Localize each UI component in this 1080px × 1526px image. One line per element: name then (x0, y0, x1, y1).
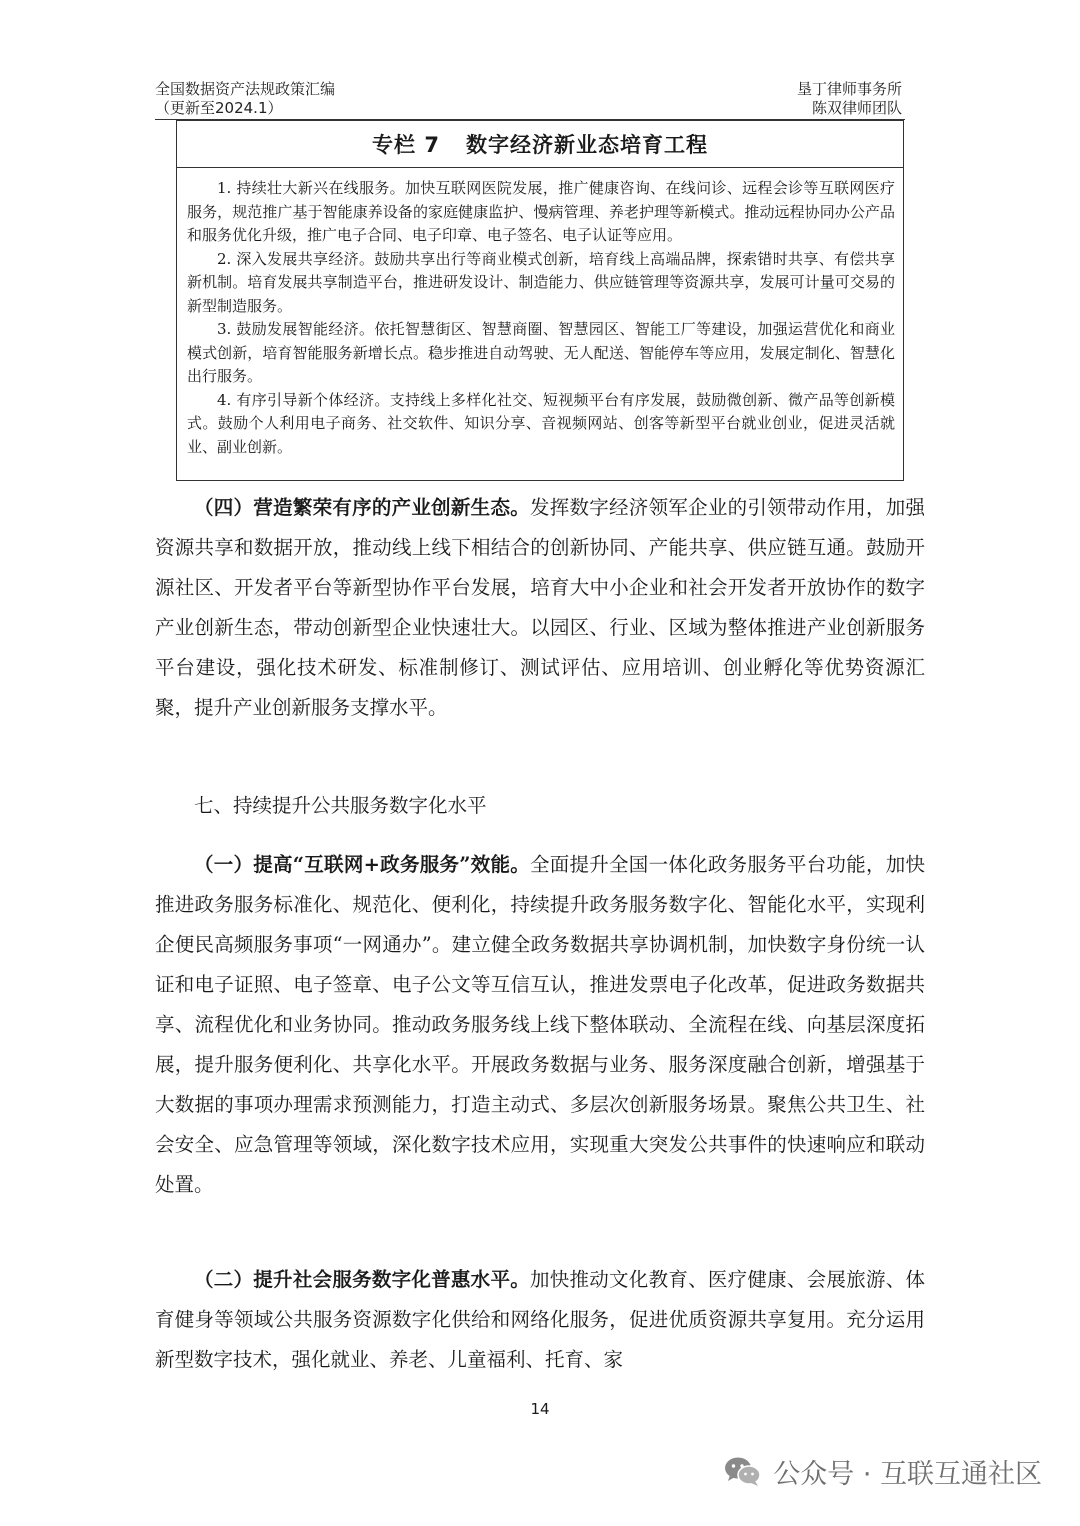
section-title: 七、持续提升公共服务数字化水平 (194, 794, 487, 817)
header-left (155, 80, 335, 118)
column-item: 2. 深入发展共享经济。鼓励共享出行等商业模式创新，培育线上高端品牌，探索错时共享、有偿共享新机制。培育发展共享制造平台，推进研发设计、制造能力、供应链管理等资源共享，发展可计量可交易的新型制造服务。 (187, 249, 895, 315)
paragraph-heading: （四）营造繁荣有序的产业创新生态。 (194, 496, 530, 519)
section-heading (155, 786, 925, 826)
header-firm-name: 垦丁律师事务所 (796, 80, 902, 98)
paragraph-heading: （二）提升社会服务数字化普惠水平。 (194, 1268, 530, 1291)
column-box-number: 专栏 7 (372, 133, 440, 157)
paragraph-text: 加快推动文化教育、医疗健康、会展旅游、体育健身等领域公共服务资源数字化供给和网络化服务，促进优质资源共享复用。充分运用新型数字技术，强化就业、养老、儿童福利、托育、家 (155, 1268, 925, 1371)
column-box-heading: 数字经济新业态培育工程 (465, 133, 708, 157)
column-item: 4. 有序引导新个体经济。支持线上多样化社交、短视频平台有序发展，鼓励微创新、微产品等创新模式。鼓励个人利用电子商务、社交软件、知识分享、音视频网站、创客等新型平台就业创业，促进灵活就业、副业创新。 (187, 390, 895, 456)
header-team-name: 陈双律师团队 (811, 99, 902, 117)
column-box-title (177, 121, 903, 168)
watermark (723, 1452, 1042, 1491)
paragraph-industry-ecosystem (155, 488, 925, 728)
header-doc-title: 全国数据资产法规政策汇编 (155, 80, 336, 98)
paragraph-gov-services (155, 845, 925, 1205)
column-item: 3. 鼓励发展智能经济。依托智慧街区、智慧商圈、智慧园区、智能工厂等建设，加强运营优化和商业模式创新，培育智能服务新增长点。稳步推进自动驾驶、无人配送、智能停车等应用，发展定制化、智慧化出行服务。 (187, 320, 895, 385)
paragraph-text: 发挥数字经济领军企业的引领带动作用，加强资源共享和数据开放，推动线上线下相结合的创新协同、产能共享、供应链互通。鼓励开源社区、开发者平台等新型协作平台发展，培育大中小企业和社会开发者开放协作的数字产业创新生态，带动创新型企业快速壮大。以园区、行业、区域为整体推进产业创新服务平台建设，强化技术研发、标准制修订、测试评估、应用培训、创业孵化等优势资源汇聚，提升产业创新服务支撑水平。 (155, 496, 925, 719)
paragraph-text: 全面提升全国一体化政务服务平台功能，加快推进政务服务标准化、规范化、便利化，持续提升政务服务数字化、智能化水平，实现利企便民高频服务事项“一网通办”。建立健全政务数据共享协调机制，加快数字身份统一认证和电子证照、电子签章、电子公文等互信互认，推进发票电子化改革，促进政务数据共享、流程优化和业务协同。推动政务服务线上线下整体联动、全流程在线、向基层深度拓展，提升服务便利化、共享化水平。开展政务数据与业务、服务深度融合创新，增强基于大数据的事项办理需求预测能力，打造主动式、多层次创新服务场景。聚焦公共卫生、社会安全、应急管理等领域，深化数字技术应用，实现重大突发公共事件的快速响应和联动处置。 (155, 853, 925, 1196)
page-number: 14 (530, 1400, 550, 1418)
column-box (176, 120, 904, 481)
watermark-text: 公众号 · 互联互通社区 (773, 1459, 1042, 1490)
wechat-icon (723, 1455, 763, 1489)
paragraph-social-services (155, 1260, 925, 1380)
column-item: 1. 持续壮大新兴在线服务。加快互联网医院发展，推广健康咨询、在线问诊、远程会诊等互联网医疗服务，规范推广基于智能康养设备的家庭健康监护、慢病管理、养老护理等新模式。推动远程协同办公产品和服务优化升级，推广电子合同、电子印章、电子签名、电子认证等应用。 (187, 179, 895, 244)
header-right (797, 80, 902, 118)
paragraph-heading: （一）提高“互联网+政务服务”效能。 (194, 853, 530, 876)
column-box-body (187, 177, 895, 459)
header-doc-update: （更新至2024.1） (155, 99, 283, 117)
